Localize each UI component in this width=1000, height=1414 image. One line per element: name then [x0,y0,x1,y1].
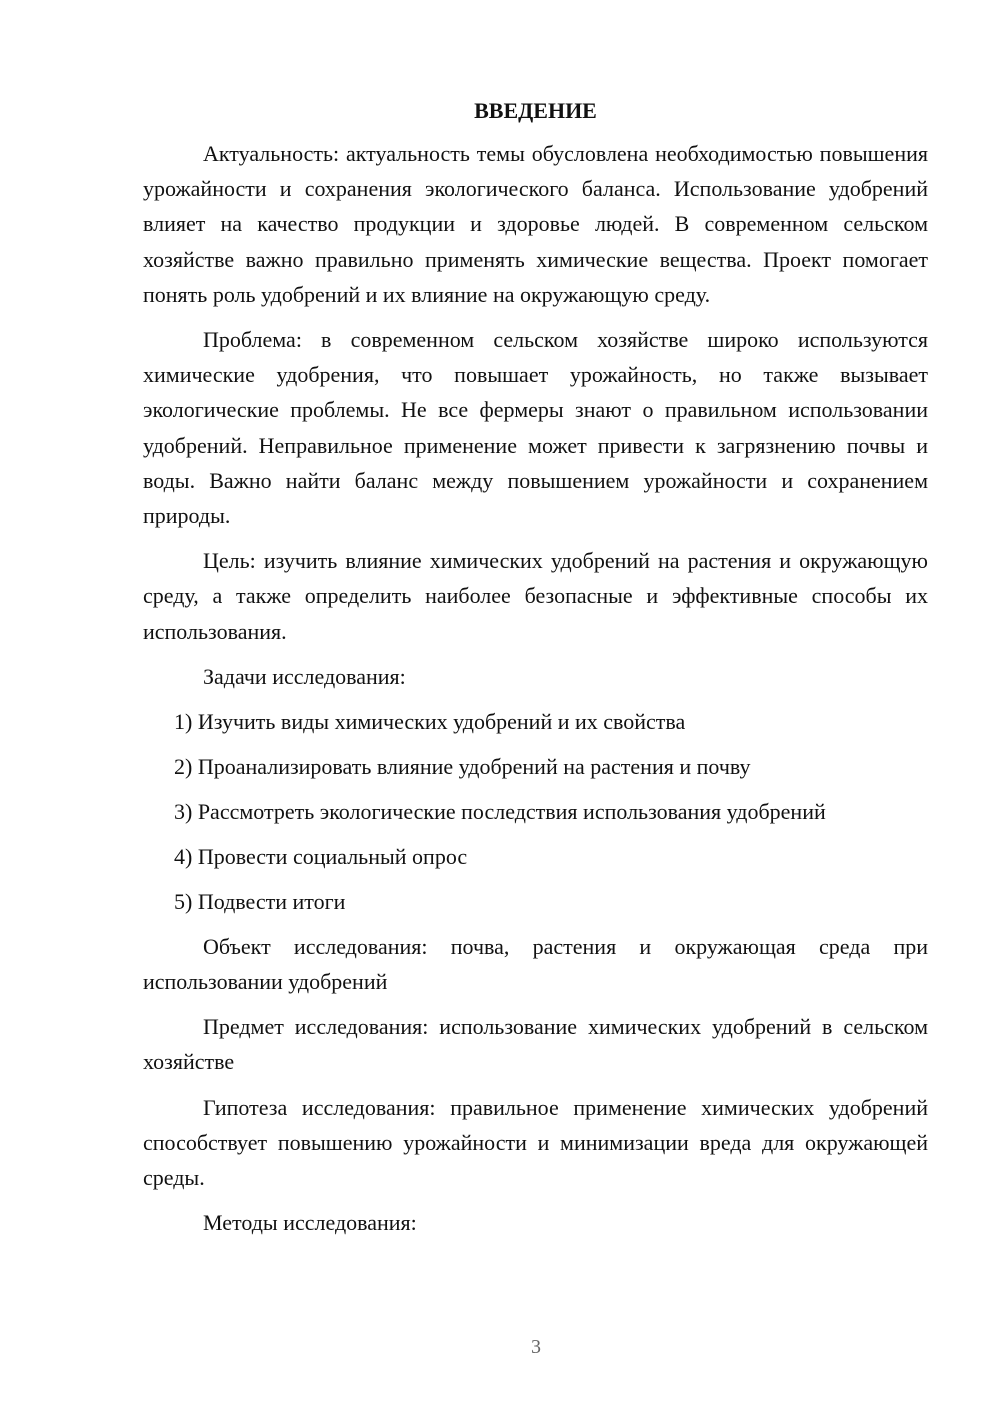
paragraph-subject: Предмет исследования: использование химических удобрений в сельском хозяйстве [143,1014,928,1075]
tasks-list [143,704,928,919]
page-number: 3 [531,1336,541,1358]
task-item: 2) Проанализировать влияние удобрений на растения и почву [174,753,751,779]
page-content [143,93,928,1250]
section-title: ВВЕДЕНИЕ [474,98,597,123]
paragraph-relevance: Актуальность: актуальность темы обусловлена необходимостью повышения урожайности и сохранения экологического баланса. Использование удобрений влияет на качество продукции и здоровье людей. В современном сельском хозяйстве важно правильно применять химические вещества. Проект помогает понять роль удобрений и их влияние на окружающую среду. [143,141,928,307]
paragraph-goal: Цель: изучить влияние химических удобрений на растения и окружающую среду, а также определить наиболее безопасные и эффективные способы их использования. [143,548,928,644]
methods-heading: Методы исследования: [203,1210,417,1236]
task-item: 5) Подвести итоги [174,888,346,914]
paragraph-object: Объект исследования: почва, растения и окружающая среда при использовании удобрений [143,933,928,995]
tasks-heading: Задачи исследования: [203,663,406,689]
task-item: 1) Изучить виды химических удобрений и их свойства [174,708,686,734]
paragraph-problem: Проблема: в современном сельском хозяйстве широко используются химические удобрения, что повышает урожайность, но также вызывает экологические проблемы. Не все фермеры знают о правильном использовании удобрений. Неправильное применение может привести к загрязнению почвы и воды. Важно найти баланс между повышением урожайности и сохранением природы. [143,327,928,529]
paragraph-hypothesis: Гипотеза исследования: правильное применение химических удобрений способствует повышению урожайности и минимизации вреда для окружающей среды. [143,1094,928,1191]
task-item: 4) Провести социальный опрос [174,843,468,869]
task-item: 3) Рассмотреть экологические последствия использования удобрений [174,798,826,824]
